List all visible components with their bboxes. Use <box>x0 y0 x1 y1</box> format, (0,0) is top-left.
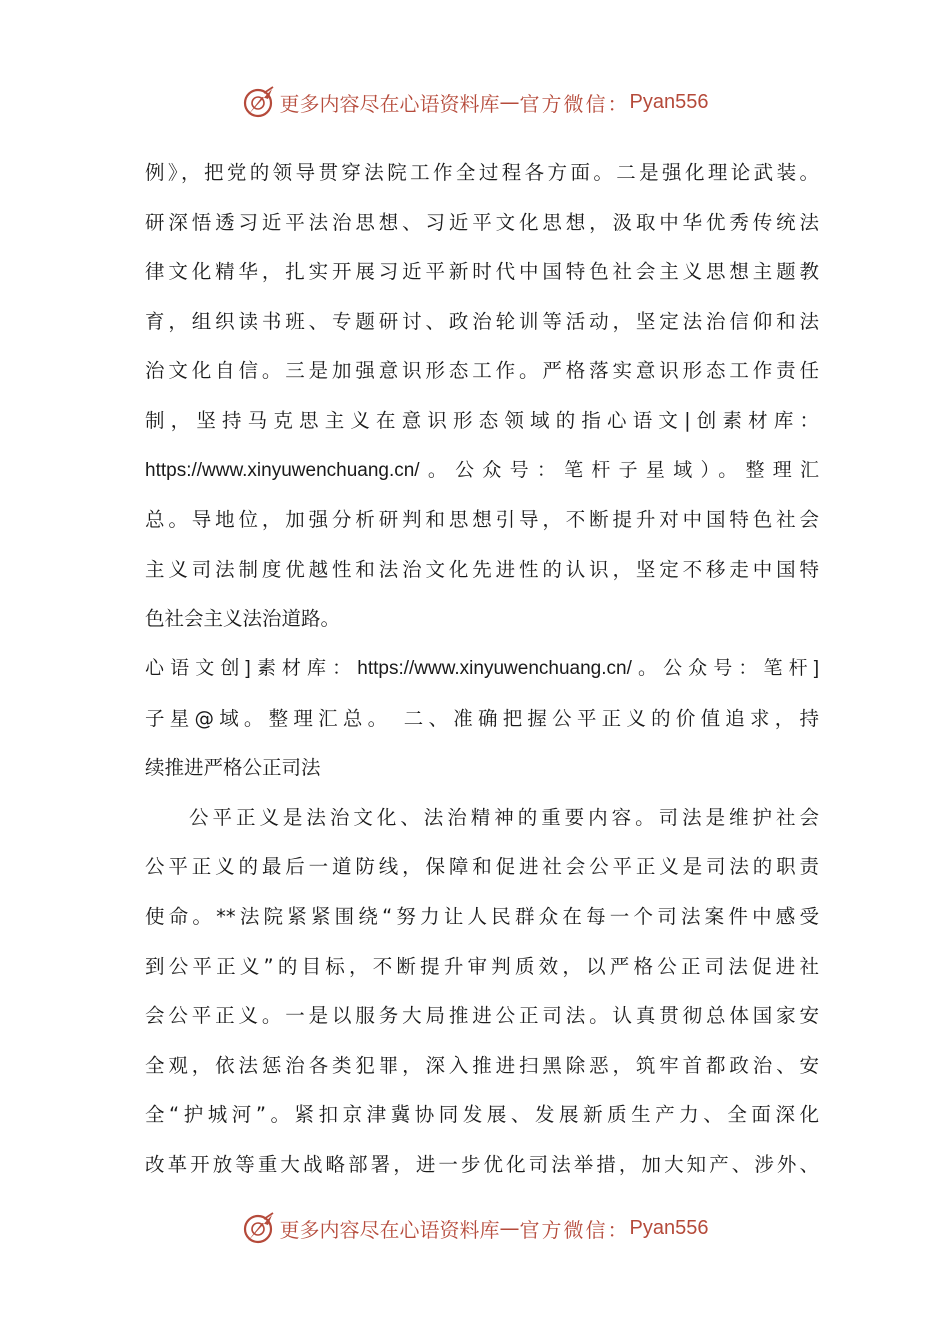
text-line: 制，坚持马克思主义在意识形态领域的指心语文|创素材库： <box>145 408 819 432</box>
banner-separator: — <box>499 1216 520 1240</box>
text-line: 治文化自信。三是加强意识形态工作。严格落实意识形态工作责任 <box>145 359 819 383</box>
banner-wechat-label: 官方微信： <box>519 1217 630 1242</box>
text-line: 公平正义的最后一道防线，保障和促进社会公平正义是司法的职责 <box>145 855 819 879</box>
header-banner <box>0 80 950 124</box>
text-line: 色社会主义法治道路。 <box>145 607 341 631</box>
text-line: 研深悟透习近平法治思想、习近平文化思想，汲取中华优秀传统法 <box>145 210 819 234</box>
text-line: 育，组织读书班、专题研讨、政治轮训等活动，坚定法治信仰和法 <box>145 309 819 333</box>
text-line: 例》，把党的领导贯穿法院工作全过程各方面。二是强化理论武装。 <box>145 161 819 184</box>
quill-seal-icon <box>242 85 276 119</box>
text-line: 到公平正义”的目标，不断提升审判质效，以严格公正司法促进社 <box>145 954 819 978</box>
banner-wechat-id: Pyan556 <box>629 90 709 113</box>
banner-site-name: 更多内容尽在心语资料库 <box>279 1217 500 1242</box>
banner-wechat-label: 官方微信： <box>519 91 630 116</box>
banner-site-name: 更多内容尽在心语资料库 <box>279 91 500 116</box>
paragraph-first-line: 公平正义是法治文化、法治精神的重要内容。司法是维护社会 <box>189 805 819 829</box>
banner-wechat-id: Pyan556 <box>629 1216 709 1239</box>
text-line: 会公平正义。一是以服务大局推进公正司法。认真贯彻总体国家安 <box>145 1004 819 1028</box>
quill-seal-icon <box>242 1211 276 1245</box>
text-line: https://www.xinyuwenchuang.cn/。公众号：笔杆子星域）。整理汇 <box>145 459 819 481</box>
banner-separator: — <box>499 90 520 114</box>
section-heading-line: 续推进严格公正司法 <box>145 756 321 780</box>
text-line: 改革开放等重大战略部署，进一步优化司法举措，加大知产、涉外、 <box>145 1152 819 1176</box>
text-line: 子星@域。整理汇总。 二、准确把握公平正义的价值追求，持 <box>145 706 819 730</box>
footer-banner <box>0 1206 950 1250</box>
text-line: 使命。**法院紧紧围绕“努力让人民群众在每一个司法案件中感受 <box>145 904 819 928</box>
text-line: 总。导地位，加强分析研判和思想引导，不断提升对中国特色社会 <box>145 508 819 532</box>
text-line: 律文化精华，扎实开展习近平新时代中国特色社会主义思想主题教 <box>145 260 819 284</box>
text-line: 全“护城河”。紧扣京津冀协同发展、发展新质生产力、全面深化 <box>145 1103 819 1127</box>
document-body <box>145 148 825 1189</box>
text-line: 全观，依法惩治各类犯罪，深入推进扫黑除恶，筑牢首都政治、安 <box>145 1053 819 1077</box>
text-line: 主义司法制度优越性和法治文化先进性的认识，坚定不移走中国特 <box>145 557 819 581</box>
text-line: 心语文创]素材库：https://www.xinyuwenchuang.cn/。公众号：笔杆] <box>145 657 819 679</box>
